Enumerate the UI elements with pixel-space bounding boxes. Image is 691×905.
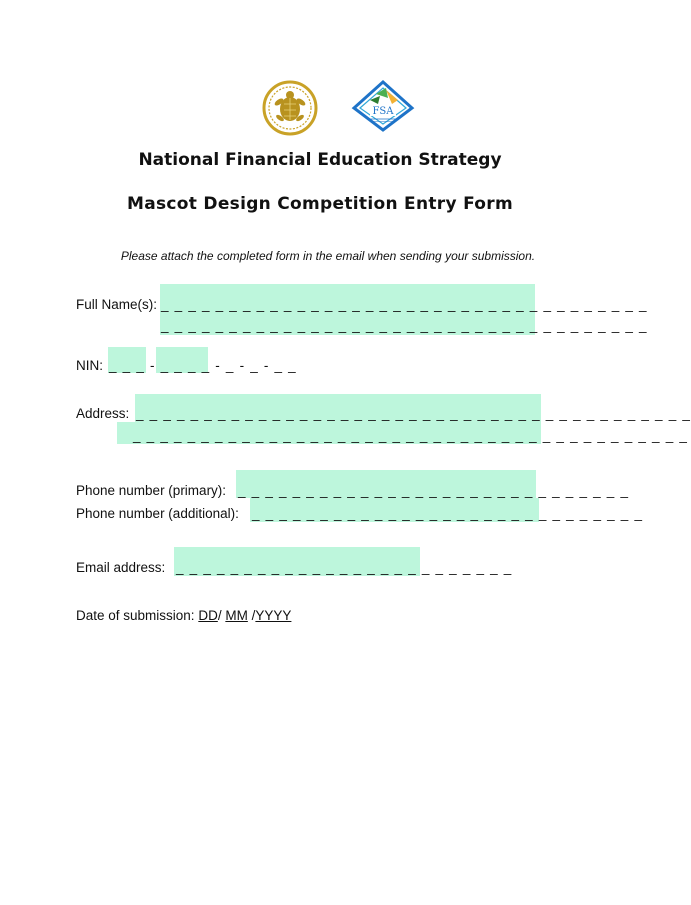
address-line-2: _ _ _ _ _ _ _ _ _ _ _ _ _ _ _ _ _ _ _ _ _ _ _ _ _ _ _ _ _ _ _ _ _ _ _ _ _ _ _ _ _ [133,428,689,443]
instruction-text: Please attach the completed form in the email when sending your submission. [120,249,536,263]
page-title: National Financial Education Strategy [138,150,502,170]
date-of-submission [76,608,291,623]
date-month[interactable]: MM [225,608,248,623]
address-label: Address: [76,406,130,421]
date-label: Date of submission: [76,608,195,623]
date-separator-2: / [251,608,256,623]
email-line: _ _ _ _ _ _ _ _ _ _ _ _ _ _ _ _ _ _ _ _ _ _ _ _ _ [176,560,513,575]
full-name-line-1: _ _ _ _ _ _ _ _ _ _ _ _ _ _ _ _ _ _ _ _ _ _ _ _ _ _ _ _ _ _ _ _ _ _ _ _ [161,297,648,312]
address-line-1: _ _ _ _ _ _ _ _ _ _ _ _ _ _ _ _ _ _ _ _ _ _ _ _ _ _ _ _ _ _ _ _ _ _ _ _ _ _ _ _ _ [136,406,691,421]
svg-text:FSA: FSA [372,106,394,117]
email-label: Email address: [76,560,166,575]
form-title: Mascot Design Competition Entry Form [127,194,513,214]
date-year[interactable]: YYYY [255,608,292,623]
nin-text: _ _ _ - _ _ _ _ - _ - _ - _ _ [109,358,297,373]
full-name-label: Full Name(s): [76,297,158,312]
full-name-line-2: _ _ _ _ _ _ _ _ _ _ _ _ _ _ _ _ _ _ _ _ _ _ _ _ _ _ _ _ _ _ _ _ _ _ _ _ [161,318,648,333]
turtle-seal-icon [262,80,318,136]
fsa-logo-icon [352,80,414,132]
phone-primary-line: _ _ _ _ _ _ _ _ _ _ _ _ _ _ _ _ _ _ _ _ _ _ _ _ _ _ _ _ _ [238,483,630,498]
phone-primary-label: Phone number (primary): [76,483,227,498]
date-day[interactable]: DD [198,608,218,623]
phone-additional-label: Phone number (additional): [76,506,239,521]
date-separator-1: / [217,608,222,623]
nin-label: NIN: [76,358,103,373]
phone-additional-line: _ _ _ _ _ _ _ _ _ _ _ _ _ _ _ _ _ _ _ _ _ _ _ _ _ _ _ _ _ [252,506,644,521]
